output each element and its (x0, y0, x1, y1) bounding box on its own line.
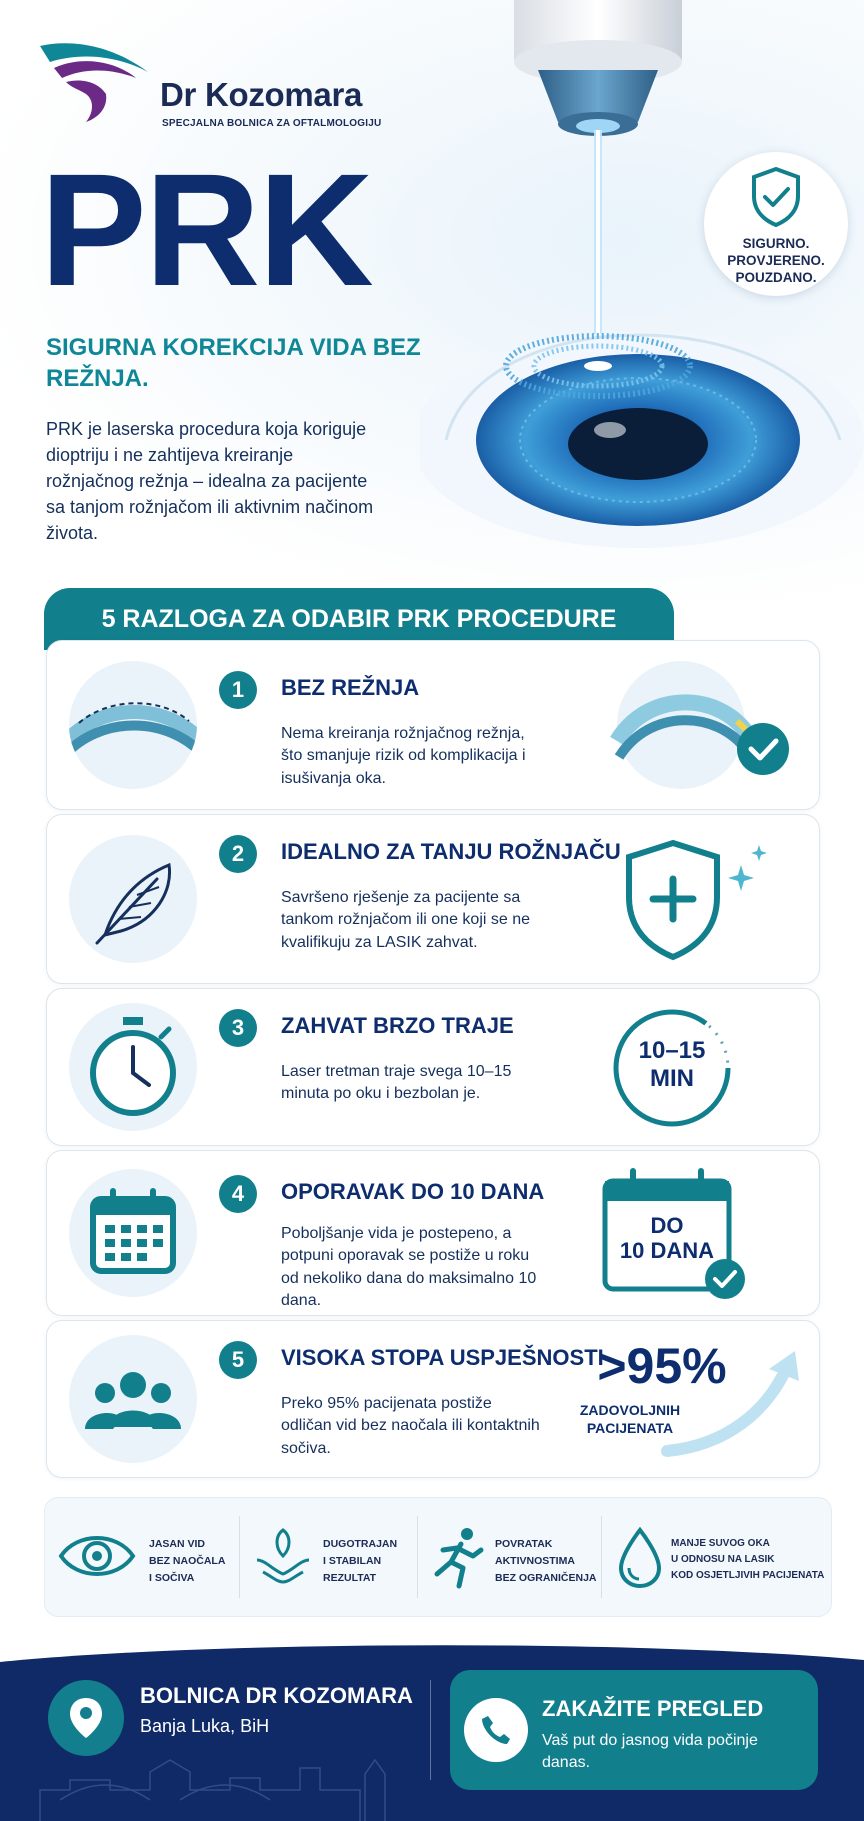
reason-number: 5 (219, 1341, 257, 1379)
trust-badge-text: SIGURNO. PROVJERENO. POUZDANO. (727, 236, 825, 285)
reason-title: OPORAVAK DO 10 DANA (281, 1179, 545, 1204)
benefit-item: MANJE SUVOG OKA U ODNOSU NA LASIK KOD OSJETLJIVIH PACIJENATA (603, 1498, 831, 1616)
shield-check-icon (750, 166, 802, 228)
reason-number: 2 (219, 835, 257, 873)
brand-name: Dr Kozomara (160, 76, 363, 113)
calendar-icon (69, 1169, 197, 1297)
divider (239, 1516, 240, 1598)
reason-title: ZAHVAT BRZO TRAJE (281, 1013, 514, 1038)
book-appointment-button[interactable] (450, 1670, 818, 1790)
reason-title: VISOKA STOPA USPJEŠNOSTI (281, 1345, 604, 1370)
divider (430, 1680, 431, 1780)
reason-card-5 (46, 1320, 820, 1478)
brand-logo[interactable] (36, 38, 416, 138)
stopwatch-icon (69, 1003, 197, 1131)
hero-subtitle: SIGURNA KOREKCIJA VIDA BEZ REŽNJA. (46, 334, 421, 393)
phone-badge (464, 1698, 528, 1762)
hospital-name: BOLNICA DR KOZOMARA (140, 1683, 413, 1708)
cta-subtitle: Vaš put do jasnog vida počinje danas. (542, 1732, 758, 1772)
reason-card-3 (46, 988, 820, 1146)
reason-text: Nema kreiranja rožnjačnog režnja, što smanjuje rizik od komplikacija i isušivanja oka. (281, 725, 526, 787)
reason-text: Poboljšanje vida je postepeno, a potpuni oporavak se postiže u roku od nekoliko dana do maksimalno 10 dana. (281, 1225, 537, 1310)
location-badge (48, 1680, 124, 1756)
reason-number: 3 (219, 1009, 257, 1047)
reason-text: Savršeno rješenje za pacijente sa tankom rožnjačom ili one koji se ne kvalifikuju za LASIK zahvat. (281, 889, 531, 951)
cornea-check-icon (597, 661, 797, 791)
leaf-hands-icon (253, 1526, 313, 1586)
benefit-item: POVRATAK AKTIVNOSTIMA BEZ OGRANIČENJA (419, 1498, 603, 1616)
page-title: PRK (40, 140, 372, 319)
people-group-icon (69, 1335, 197, 1463)
divider (601, 1516, 602, 1598)
trust-badge (704, 152, 848, 296)
location-pin-icon (68, 1696, 104, 1740)
feather-icon (69, 835, 197, 963)
success-stat: >95% (597, 1338, 727, 1394)
reason-title: BEZ REŽNJA (281, 675, 420, 700)
eye-icon (57, 1526, 137, 1586)
brand-tagline: SPECJALNA BOLNICA ZA OFTALMOLOGIJU (162, 118, 382, 129)
reason-card-2 (46, 814, 820, 984)
cta-title: ZAKAŽITE PREGLED (542, 1696, 764, 1721)
reasons-heading: 5 RAZLOGA ZA ODABIR PRK PROCEDURE (44, 588, 674, 650)
cornea-icon (69, 661, 197, 789)
benefit-item: DUGOTRAJAN I STABILAN REZULTAT (241, 1498, 421, 1616)
hero-intro: PRK je laserska procedura koja koriguje dioptriju i ne zahtijeva kreiranje rožnjačnog režnja – idealna za pacijente sa tanjom rožnjačom ili aktivnim načinom života. (46, 419, 374, 544)
phone-icon (480, 1714, 512, 1746)
reason-text: Laser tretman traje svega 10–15 minuta po oku i bezbolan je. (281, 1063, 512, 1103)
benefits-strip (44, 1497, 832, 1617)
reason-title: IDEALNO ZA TANJU ROŽNJAČU (281, 839, 621, 864)
benefit-item: JASAN VID BEZ NAOČALA I SOČIVA (45, 1498, 235, 1616)
recovery-stat: DO 10 DANA (619, 1213, 715, 1264)
hospital-city: Banja Luka, BiH (140, 1716, 270, 1736)
shield-plus-icon (617, 837, 777, 967)
reason-number: 4 (219, 1175, 257, 1213)
divider (417, 1516, 418, 1598)
runner-icon (429, 1526, 489, 1590)
drop-icon (615, 1526, 665, 1590)
reason-card-1 (46, 640, 820, 810)
reason-card-4 (46, 1150, 820, 1316)
reason-text: Preko 95% pacijenata postiže odličan vid bez naočala ili kontaktnih sočiva. (281, 1395, 540, 1457)
logo-eye-mark (36, 38, 154, 128)
duration-stat: 10–15 MIN (638, 1037, 706, 1092)
success-stat-label: ZADOVOLJNIH PACIJENATA (579, 1402, 681, 1437)
reason-number: 1 (219, 671, 257, 709)
